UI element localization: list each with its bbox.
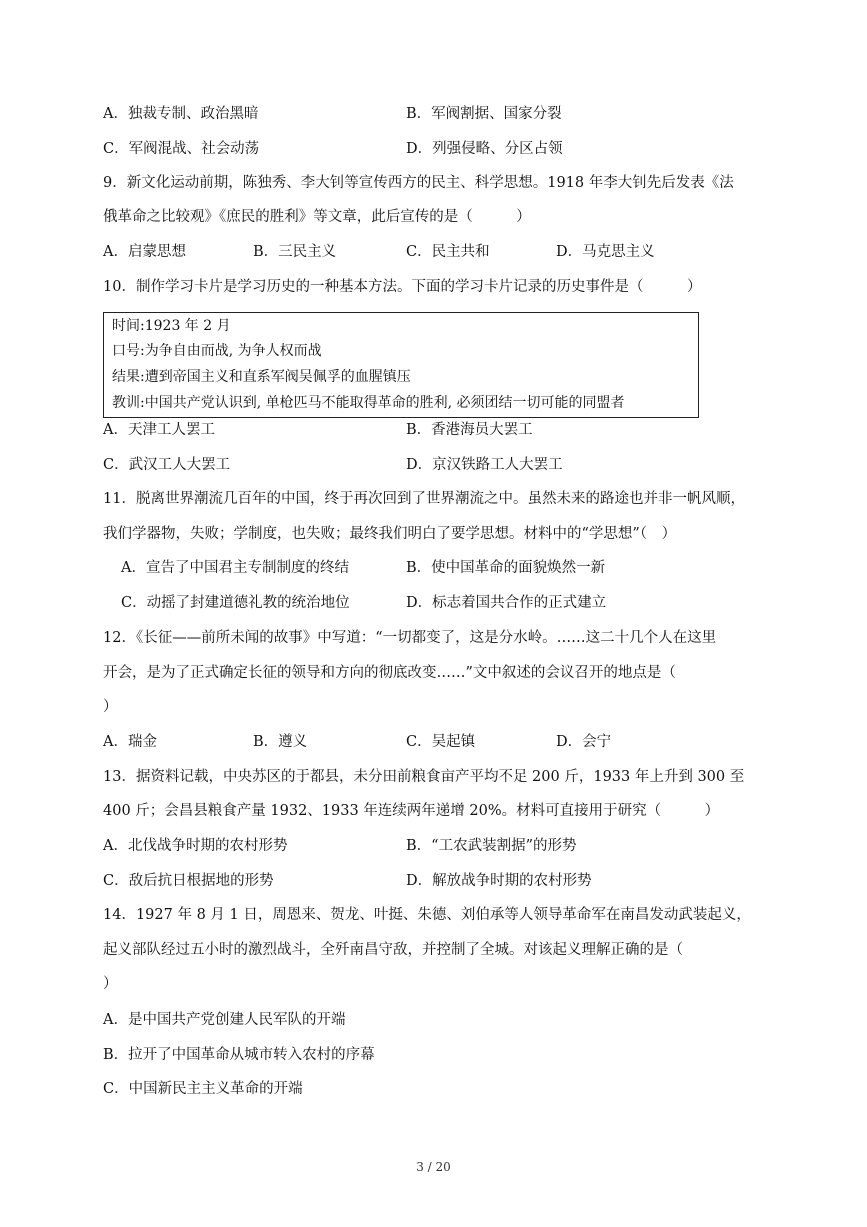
q14-stem-line3: ） — [103, 976, 118, 992]
study-card-slogan: 口号:为争自由而战, 为争人权而战 — [112, 343, 322, 359]
q8-option-a: A．独裁专制、政治黑暗 — [103, 106, 259, 122]
q13-option-d: D．解放战争时期的农村形势 — [406, 873, 592, 889]
q11-option-a: A．宣告了中国君主专制制度的终结 — [121, 560, 349, 576]
q12-option-a: A．瑞金 — [103, 734, 157, 750]
q12-stem-line3: ） — [103, 699, 118, 715]
q14-option-c: C．中国新民主主义革命的开端 — [103, 1081, 303, 1097]
study-card-time: 时间:1923 年 2 月 — [112, 318, 231, 334]
study-card — [103, 312, 699, 418]
q11-option-b: B．使中国革命的面貌焕然一新 — [406, 560, 606, 576]
study-card-lesson: 教训:中国共产党认识到, 单枪匹马不能取得革命的胜利, 必须团结一切可能的同盟者 — [112, 395, 625, 411]
q12-option-b: B．遵义 — [253, 734, 308, 750]
q14-stem-line1: 14．1927 年 8 月 1 日，周恩来、贺龙、叶挺、朱德、刘伯承等人领导革命军在南昌发动武装起义， — [103, 907, 751, 923]
q10-option-b: B．香港海员大罢工 — [406, 422, 533, 438]
q9-option-c: C．民主共和 — [406, 244, 490, 260]
q13-option-a: A．北伐战争时期的农村形势 — [103, 838, 288, 854]
q10-option-d: D．京汉铁路工人大罢工 — [406, 457, 563, 473]
q13-option-b: B．“工农武装割据”的形势 — [406, 838, 577, 854]
q8-option-d: D．列强侵略、分区占领 — [406, 141, 563, 157]
q10-option-a: A．天津工人罢工 — [103, 422, 215, 438]
q9-stem-line1: 9．新文化运动前期，陈独秀、李大钊等宣传西方的民主、科学思想。1918 年李大钊先后发表《法 — [103, 175, 734, 191]
q11-option-c: C．动摇了封建道德礼教的统治地位 — [121, 595, 350, 611]
q9-option-d: D．马克思主义 — [556, 244, 655, 260]
study-card-result: 结果:遭到帝国主义和直系军阀吴佩孚的血腥镇压 — [112, 369, 411, 385]
q14-option-a: A．是中国共产党创建人民军队的开端 — [103, 1012, 346, 1028]
q13-option-c: C．敌后抗日根据地的形势 — [103, 873, 274, 889]
q8-option-b: B．军阀割据、国家分裂 — [406, 106, 562, 122]
q12-option-d: D．会宁 — [556, 734, 612, 750]
q12-stem-line1: 12．《长征——前所未闻的故事》中写道：“一切都变了，这是分水岭。……这二十几个人在这里 — [103, 630, 717, 646]
q10-stem-line1: 10．制作学习卡片是学习历史的一种基本方法。下面的学习卡片记录的历史事件是（ ） — [103, 279, 702, 295]
q9-option-a: A．启蒙思想 — [103, 244, 186, 260]
q13-stem-line1: 13．据资料记载，中央苏区的于都县，未分田前粮食亩产平均不足 200 斤，1933 年上升到 300 至 — [103, 769, 745, 785]
q8-option-c: C．军阀混战、社会动荡 — [103, 141, 260, 157]
q11-stem-line1: 11．脱离世界潮流几百年的中国，终于再次回到了世界潮流之中。虽然未来的路途也并非一帆风顺， — [103, 491, 745, 507]
page-number: 3 / 20 — [416, 1160, 451, 1174]
q9-stem-line2: 俄革命之比较观》《庶民的胜利》等文章，此后宣传的是（ ） — [103, 209, 531, 225]
q13-stem-line2: 400 斤；会昌县粮食产量 1932、1933 年连续两年递增 20%。材料可直接用于研究（ ） — [103, 803, 720, 819]
q12-stem-line2: 开会，是为了正式确定长征的领导和方向的彻底改变……”文中叙述的会议召开的地点是（ — [103, 665, 676, 681]
q9-option-b: B．三民主义 — [253, 244, 337, 260]
q14-option-b: B．拉开了中国革命从城市转入农村的序幕 — [103, 1047, 375, 1063]
q11-stem-line2: 我们学器物，失败；学制度，也失败；最终我们明白了要学思想。材料中的“学思想”（ ） — [103, 526, 677, 542]
q10-option-c: C．武汉工人大罢工 — [103, 457, 231, 473]
q14-stem-line2: 起义部队经过五小时的激烈战斗，全歼南昌守敌，并控制了全城。对该起义理解正确的是（ — [103, 942, 683, 958]
q11-option-d: D．标志着国共合作的正式建立 — [406, 595, 607, 611]
q12-option-c: C．吴起镇 — [406, 734, 476, 750]
